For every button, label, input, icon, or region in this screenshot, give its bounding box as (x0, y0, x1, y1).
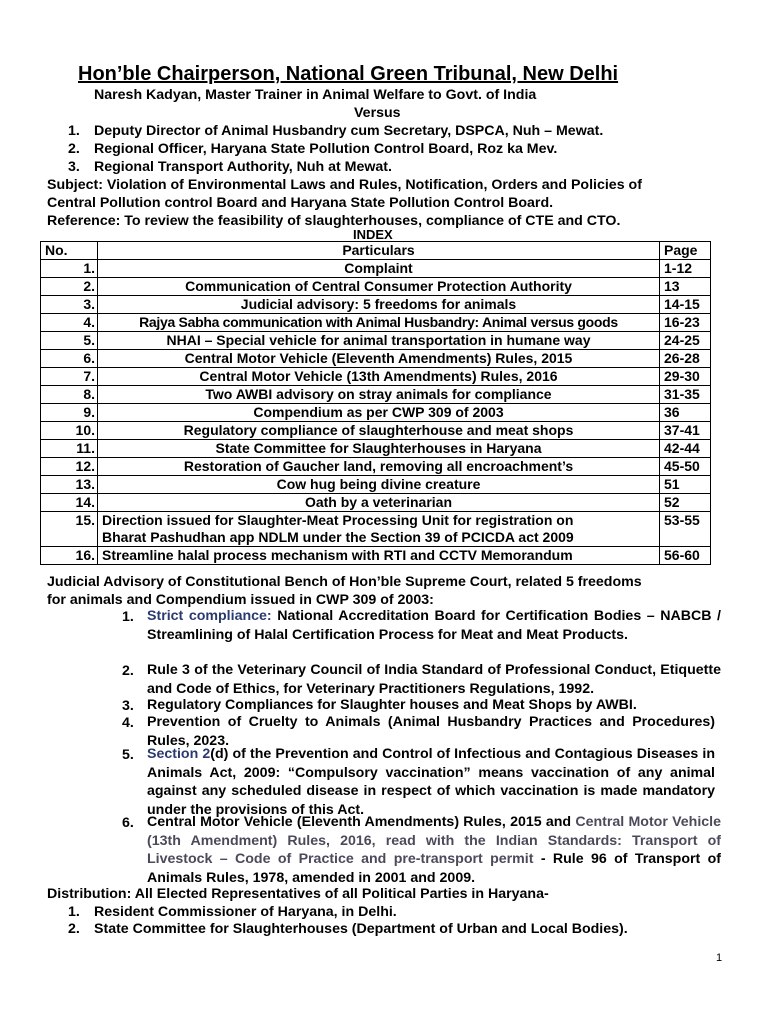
subject-line-2: Central Pollution control Board and Haryana State Pollution Control Board. (47, 195, 554, 211)
table-row (41, 422, 711, 440)
row-no: 7. (41, 368, 98, 386)
advisory-intro-line-2: for animals and Compendium issued in CWP 309 of 2003: (47, 592, 434, 608)
respondent-2: Regional Officer, Haryana State Pollution Control Board, Roz ka Mev. (94, 141, 558, 157)
row-no: 12. (41, 458, 98, 476)
respondent-1: Deputy Director of Animal Husbandry cum Secretary, DSPCA, Nuh – Mewat. (94, 123, 604, 139)
page-number: 1 (716, 952, 723, 964)
table-row (41, 476, 711, 494)
table-header-row (41, 242, 711, 260)
header-no: No. (41, 242, 98, 260)
advisory-number: 2. (122, 663, 134, 679)
row-particulars: Oath by a veterinarian (98, 494, 660, 512)
advisory-item-6 (147, 813, 721, 887)
row-no: 3. (41, 296, 98, 314)
table-row (41, 332, 711, 350)
row-no: 15. (41, 512, 98, 547)
row-no: 9. (41, 404, 98, 422)
respondent-number: 1. (68, 123, 80, 139)
row-particulars: Central Motor Vehicle (Eleventh Amendments) Rules, 2015 (98, 350, 660, 368)
row-page: 31-35 (660, 386, 711, 404)
row-particulars: NHAI – Special vehicle for animal transportation in humane way (98, 332, 660, 350)
row-particulars: Rajya Sabha communication with Animal Husbandry: Animal versus goods (98, 314, 660, 332)
advisory-item-2: Rule 3 of the Veterinary Council of India Standard of Professional Conduct, Etiquette and Code of Ethics, for Veterinary Practitioners Regulations, 1992. (147, 662, 721, 697)
row-no: 10. (41, 422, 98, 440)
table-row (41, 512, 711, 547)
distribution-title: Distribution: All Elected Representatives of all Political Parties in Haryana- (47, 886, 549, 902)
row-no: 4. (41, 314, 98, 332)
respondent-number: 2. (68, 141, 80, 157)
row-no: 5. (41, 332, 98, 350)
row-page: 51 (660, 476, 711, 494)
advisory-item-5 (147, 745, 715, 819)
row-particulars: Communication of Central Consumer Protection Authority (98, 278, 660, 296)
row-no: 6. (41, 350, 98, 368)
row-page: 36 (660, 404, 711, 422)
advisory-number: 3. (122, 698, 134, 714)
header-particulars: Particulars (98, 242, 660, 260)
advisory-item-3: Regulatory Compliances for Slaughter houses and Meat Shops by AWBI. (147, 697, 637, 713)
versus: Versus (354, 105, 401, 121)
row-page: 26-28 (660, 350, 711, 368)
row-no: 8. (41, 386, 98, 404)
advisory-number: 6. (122, 815, 134, 831)
distribution-item-2: State Committee for Slaughterhouses (Department of Urban and Local Bodies). (94, 921, 628, 937)
distribution-number: 1. (68, 904, 80, 920)
advisory-item-text: (d) of the Prevention and Control of Infectious and Contagious Diseases in Animals Act, 2009: “Compulsory vaccination” means vaccination of any animal against any scheduled disease in respect of which vaccination is made mandatory under the provisions of this Act. (147, 746, 715, 818)
advisory-item-4: Prevention of Cruelty to Animals (Animal Husbandry Practices and Procedures) Rules, 2023. (147, 714, 715, 749)
row-particulars: Compendium as per CWP 309 of 2003 (98, 404, 660, 422)
page-title: Hon’ble Chairperson, National Green Tribunal, New Delhi (78, 63, 619, 85)
table-row (41, 314, 711, 332)
index-title: INDEX (353, 227, 393, 242)
row-particulars: Complaint (98, 260, 660, 278)
row-page: 16-23 (660, 314, 711, 332)
advisory-item-text: National Accreditation Board for Certification Bodies – NABCB / Streamlining of Halal Certification Process for Meat and Meat Products. (147, 608, 722, 643)
table-row (41, 494, 711, 512)
row-particulars: Restoration of Gaucher land, removing all encroachment’s (98, 458, 660, 476)
table-row (41, 278, 711, 296)
table-row (41, 368, 711, 386)
row-particulars: Cow hug being divine creature (98, 476, 660, 494)
petitioner: Naresh Kadyan, Master Trainer in Animal Welfare to Govt. of India (94, 87, 537, 103)
row-particulars (98, 512, 660, 547)
row-particulars-line-1: Direction issued for Slaughter-Meat Processing Unit for registration on (102, 512, 574, 528)
row-page: 14-15 (660, 296, 711, 314)
row-no: 2. (41, 278, 98, 296)
row-page: 56-60 (660, 547, 711, 565)
row-no: 1. (41, 260, 98, 278)
header-page: Page (660, 242, 711, 260)
table-row (41, 260, 711, 278)
row-no: 16. (41, 547, 98, 565)
respondent-number: 3. (68, 159, 80, 175)
row-page: 42-44 (660, 440, 711, 458)
reference: Reference: To review the feasibility of slaughterhouses, compliance of CTE and CTO. (47, 213, 621, 229)
index-table (40, 241, 711, 565)
distribution-item-1: Resident Commissioner of Haryana, in Delhi. (94, 904, 397, 920)
table-row (41, 386, 711, 404)
advisory-item-text-a: Central Motor Vehicle (Eleventh Amendments) Rules, 2015 and (147, 814, 572, 830)
advisory-intro-line-1: Judicial Advisory of Constitutional Bench of Hon’ble Supreme Court, related 5 freedoms (47, 574, 642, 590)
row-page: 13 (660, 278, 711, 296)
advisory-item-text-c: - Rule 96 of Transport of Animals Rules, 1978, amended in 2001 and 2009. (147, 851, 721, 886)
row-page: 52 (660, 494, 711, 512)
row-particulars: Judicial advisory: 5 freedoms for animals (98, 296, 660, 314)
row-page: 24-25 (660, 332, 711, 350)
advisory-number: 5. (122, 747, 134, 763)
row-particulars: State Committee for Slaughterhouses in Haryana (98, 440, 660, 458)
table-row (41, 404, 711, 422)
advisory-item-lead: Section 2 (147, 746, 211, 762)
advisory-number: 4. (122, 715, 134, 731)
row-no: 11. (41, 440, 98, 458)
row-particulars: Two AWBI advisory on stray animals for compliance (98, 386, 660, 404)
distribution-number: 2. (68, 921, 80, 937)
row-no: 14. (41, 494, 98, 512)
row-particulars: Central Motor Vehicle (13th Amendments) Rules, 2016 (98, 368, 660, 386)
table-row (41, 440, 711, 458)
table-row (41, 547, 711, 565)
row-page: 29-30 (660, 368, 711, 386)
row-particulars: Streamline halal process mechanism with RTI and CCTV Memorandum (98, 547, 660, 565)
row-page: 1-12 (660, 260, 711, 278)
advisory-item-lead: Strict compliance: (147, 608, 272, 624)
advisory-item-text-b: Central Motor Vehicle (13th Amendment) Rules, 2016, read with the Indian Standards: Transport of Livestock – Code of Practice and pre-transport permit (147, 814, 721, 867)
row-particulars: Regulatory compliance of slaughterhouse and meat shops (98, 422, 660, 440)
table-row (41, 458, 711, 476)
row-page: 45-50 (660, 458, 711, 476)
row-particulars-line-2: Bharat Pashudhan app NDLM under the Section 39 of PCICDA act 2009 (102, 529, 574, 545)
subject-line-1: Subject: Violation of Environmental Laws and Rules, Notification, Orders and Policies of (47, 177, 642, 193)
respondent-3: Regional Transport Authority, Nuh at Mewat. (94, 159, 392, 175)
row-no: 13. (41, 476, 98, 494)
row-page: 53-55 (660, 512, 711, 547)
advisory-item-1 (147, 607, 721, 644)
table-row (41, 296, 711, 314)
row-page: 37-41 (660, 422, 711, 440)
table-row (41, 350, 711, 368)
advisory-number: 1. (122, 609, 134, 625)
